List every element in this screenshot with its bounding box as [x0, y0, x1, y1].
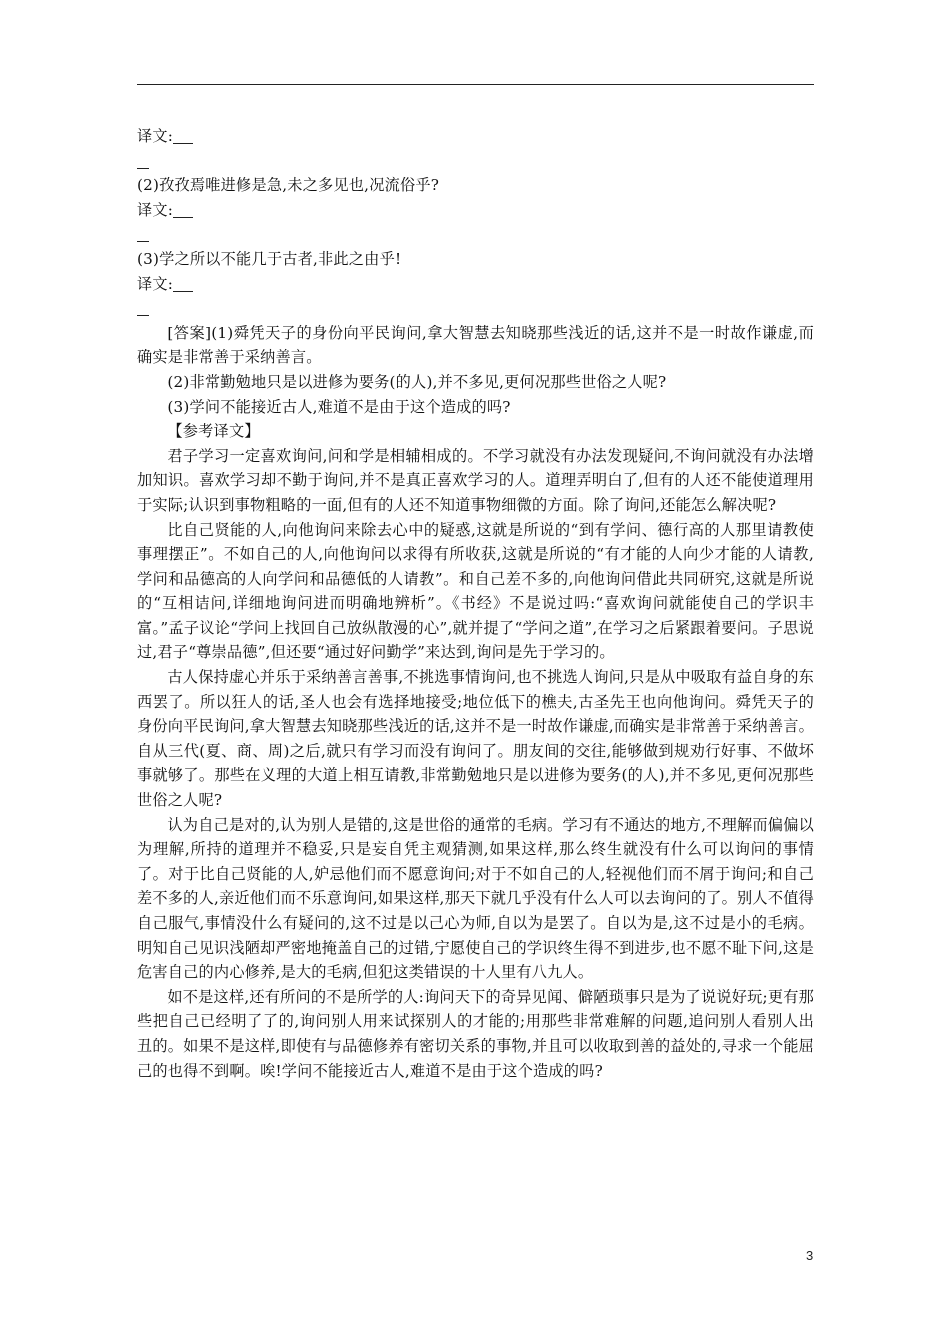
- answer-blank: [173, 275, 193, 291]
- answer-3: (3)学问不能接近古人,难道不是由于这个造成的吗?: [167, 397, 511, 416]
- translation-label: 译文:: [137, 200, 174, 219]
- reference-paragraph: 古人保持虚心并乐于采纳善言善事,不挑选事情询问,也不挑选人询问,只是从中吸取有益自身的东西罢了。所以狂人的话,圣人也会有选择地接受;地位低下的樵夫,古圣先王也向他询问。舜凭天子的身份向平民询问,拿大智慧去知晓那些浅近的话,这并不是一时故作谦虚,而确实是非常善于采纳善言。自从三代(夏、商、周)之后,就只有学习而没有询问了。朋友间的交往,能够做到规劝行好事、不做坏事就够了。那些在义理的大道上相互请教,非常勤勉地只是以进修为要务(的人),并不多见,更何况那些世俗之人呢?: [137, 668, 814, 810]
- answer-1: [答案](1)舜凭天子的身份向平民询问,拿大智慧去知晓那些浅近的话,这并不是一时故作谦虚,而确实是非常善于采纳善言。: [137, 323, 814, 367]
- question-3: (3)学之所以不能几于古者,非此之由乎!: [137, 249, 402, 268]
- reference-paragraph: 君子学习一定喜欢询问,问和学是相辅相成的。不学习就没有办法发现疑问,不询问就没有办法增加知识。喜欢学习却不勤于询问,并不是真正喜欢学习的人。道理弄明白了,但有的人还不能使道理用于实际;认识到事物粗略的一面,但有的人还不知道事物细微的方面。除了询问,还能怎么解决呢?: [137, 446, 814, 514]
- answer-2: (2)非常勤勉地只是以进修为要务(的人),并不多见,更何况那些世俗之人呢?: [167, 372, 667, 391]
- reference-paragraph: 如不是这样,还有所问的不是所学的人:询问天下的奇异见闻、僻陋琐事只是为了说说好玩;更有那些把自己已经明了了的,询问别人用来试探别人的才能的;用那些非常难解的问题,追问别人看别人出丑的。如果不是这样,即使有与品德修养有密切关系的事物,并且可以收取到善的益处的,寻求一个能屈己的也得不到啊。唉!学问不能接近古人,难道不是由于这个造成的吗?: [137, 987, 814, 1080]
- answer-blank: [137, 226, 149, 242]
- translation-line-2: [137, 198, 814, 223]
- answer-blank: [173, 202, 193, 218]
- translation-line-3: [137, 272, 814, 297]
- blank-line: [137, 149, 814, 174]
- question-2: (2)孜孜焉唯进修是急,未之多见也,况流俗乎?: [137, 176, 440, 195]
- blank-line: [137, 222, 814, 247]
- answer-blank: [173, 128, 193, 144]
- header-rule: [137, 84, 814, 85]
- blank-line: [137, 296, 814, 321]
- reference-paragraph: 认为自己是对的,认为别人是错的,这是世俗的通常的毛病。学习有不通达的地方,不理解而偏偏以为理解,所持的道理并不稳妥,只是妄自凭主观猜测,如果这样,那么终生就没有什么可以询问的事情了。对于比自己贤能的人,妒忌他们而不愿意询问;对于不如自己的人,轻视他们而不屑于询问;和自己差不多的人,亲近他们而不乐意询问,如果这样,那天下就几乎没有什么人可以去询问的了。别人不值得自己服气,事情没什么有疑问的,这不过是以己心为师,自以为是罢了。自以为是,这不过是小的毛病。明知自己见识浅陋却严密地掩盖自己的过错,宁愿使自己的学识终生得不到进步,也不愿不耻下问,这是危害自己的内心修养,是大的毛病,但犯这类错误的十人里有八九人。: [137, 815, 814, 982]
- reference-heading: 【参考译文】: [167, 422, 260, 441]
- reference-paragraph: 比自己贤能的人,向他询问来除去心中的疑惑,这就是所说的“到有学问、德行高的人那里请教使事理摆正”。不如自己的人,向他询问以求得有所收获,这就是所说的“有才能的人向少才能的人请教,学问和品德高的人向学问和品德低的人请教”。和自己差不多的,向他询问借此共同研究,这就是所说的“互相诘问,详细地询问进而明确地辨析”。《书经》不是说过吗:“喜欢询问就能使自己的学识丰富。”孟子议论“学问上找回自己放纵散漫的心”,就并提了“学问之道”,在学习之后紧跟着要问。子思说过,君子“尊崇品德”,但还要“通过好问勤学”来达到,询问是先于学习的。: [137, 520, 814, 662]
- answer-blank: [137, 152, 149, 168]
- translation-label: 译文:: [137, 274, 174, 293]
- page-number: 3: [806, 1248, 814, 1263]
- document-body: [137, 124, 814, 1083]
- translation-label: 译文:: [137, 127, 174, 145]
- translation-line-1: [137, 124, 814, 149]
- answer-blank: [137, 300, 149, 316]
